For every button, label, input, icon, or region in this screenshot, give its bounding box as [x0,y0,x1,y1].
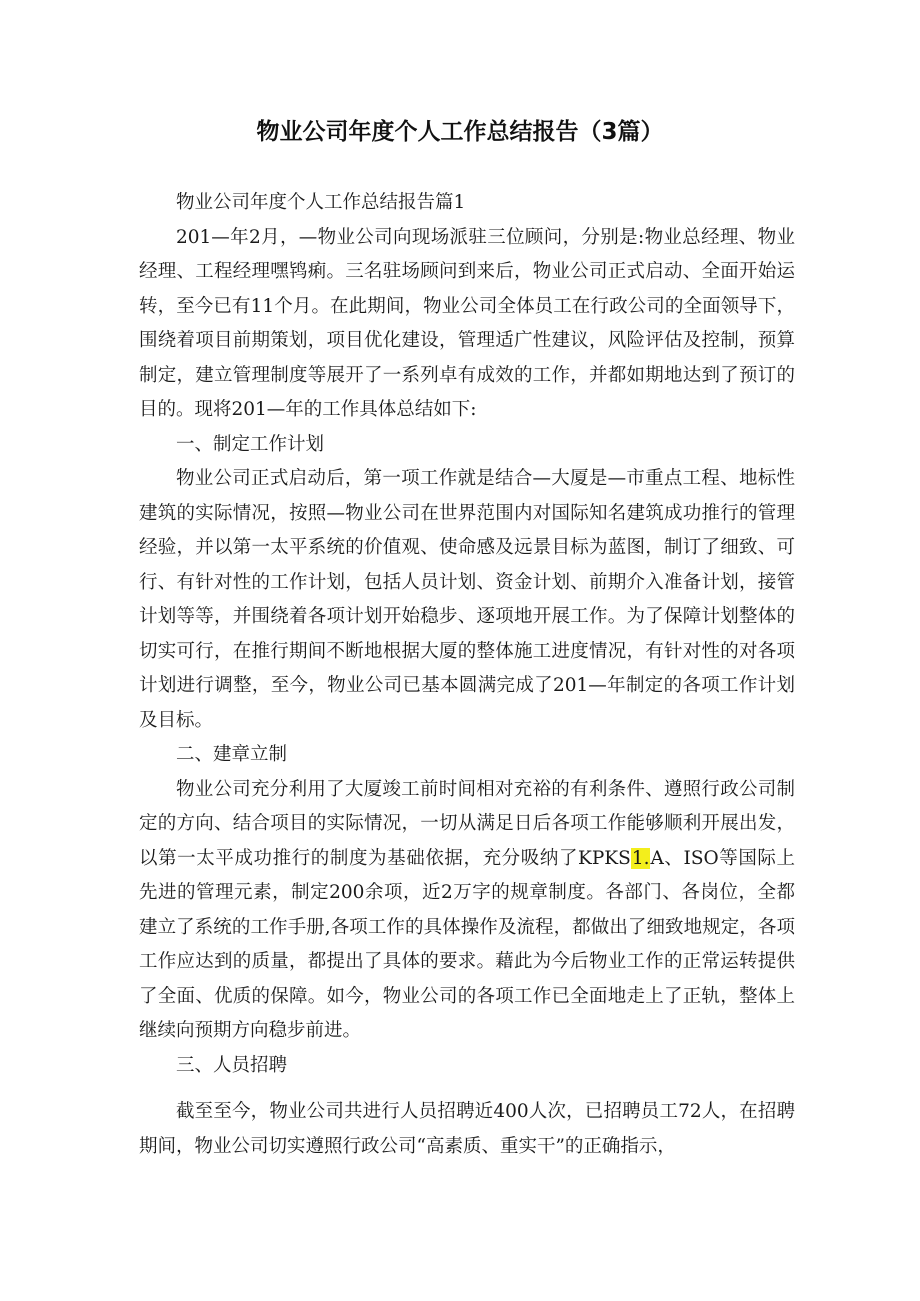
document-body [139,186,795,1164]
section-paragraph-rules [139,773,795,1049]
intro-paragraph: 201—年2月，—物业公司向现场派驻三位顾问，分别是:物业总经理、物业经理、工程经理嘿鸨痢。三名驻场顾问到来后，物业公司正式启动、全面开始运转，至今已有11个月。在此期间，物业公司全体员工在行政公司的全面领导下，围绕着项目前期策划，项目优化建设，管理适广性建议，风险评估及控制，预算制定，建立管理制度等展开了一系列卓有成效的工作，并都如期地达到了预订的目的。现将201—年的工作具体总结如下: [139,226,795,420]
rules-text-after: A、ISO等国际上先进的管理元素，制定200余项，近2万字的规章制度。各部门、各岗位，全都建立了系统的工作手册,各项工作的具体操作及流程，都做出了细致地规定，各项工作应达到的质量，都提出了具体的要求。藉此为今后物业工作的正常运转提供了全面、优质的保障。如今，物业公司的各项工作已全面地走上了正轨，整体上继续向预期方向稳步前进。 [139,847,796,1041]
section-heading-rules: 二、建章立制 [176,744,288,765]
document-subtitle: 物业公司年度个人工作总结报告篇1 [176,192,466,213]
highlighted-text: 1. [631,847,650,869]
rules-text-before: 物业公司充分利用了大厦竣工前时间相对充裕的有利条件、遵照行政公司制定的方向、结合项目的实际情况，一切从满足日后各项工作能够顺利开展出发，以第一太平成功推行的制度为基础依据，充分吸纳了KPKS [139,778,795,869]
document-title: 物业公司年度个人工作总结报告（3篇） [256,119,664,145]
section-heading-plan: 一、制定工作计划 [176,433,325,455]
section-heading-recruit: 三、人员招聘 [176,1054,288,1076]
section-paragraph-plan: 物业公司正式启动后，第一项工作就是结合—大厦是—市重点工程、地标性建筑的实际情况，按照—物业公司在世界范围内对国际知名建筑成功推行的管理经验，并以第一太平系统的价值观、使命感及远景目标为蓝图，制订了细致、可行、有针对性的工作计划，包括人员计划、资金计划、前期介入准备计划，接管计划等等，并围绕着各项计划开始稳步、逐项地开展工作。为了保障计划整体的切实可行，在推行期间不断地根据大厦的整体施工进度情况，有针对性的对各项计划进行调整，至今，物业公司已基本圆满完成了201—年制定的各项工作计划及目标。 [139,468,795,731]
section-paragraph-recruit: 截至至今，物业公司共进行人员招聘近400人次，已招聘员工72人，在招聘期间，物业公司切实遵照行政公司“高素质、重实干”的正确指示， [139,1101,795,1157]
